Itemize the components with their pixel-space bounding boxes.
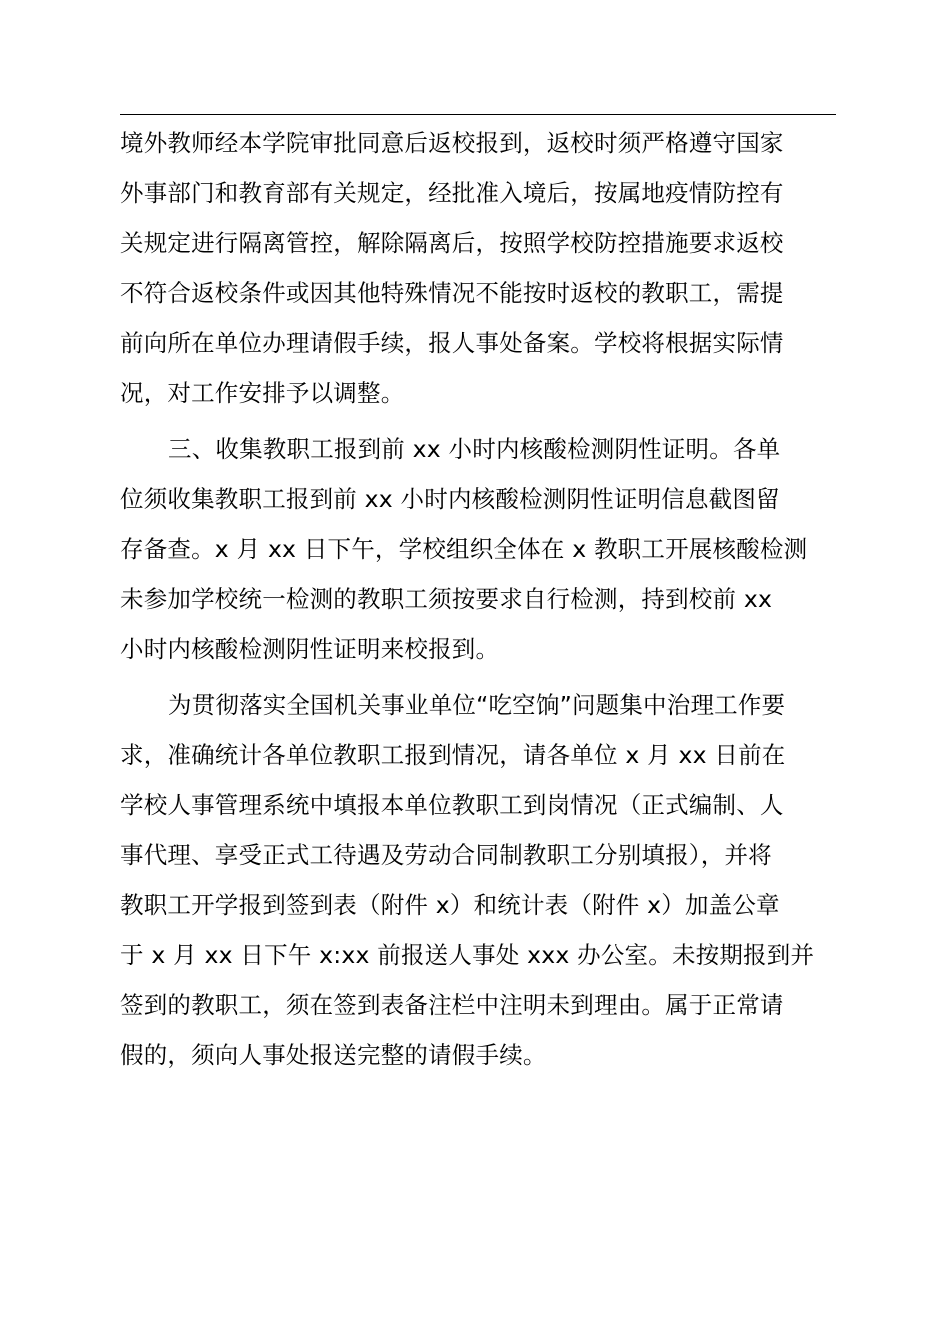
text-line: 求，准确统计各单位教职工报到情况，请各单位 x 月 xx 日前在 [120,741,786,769]
paragraph-3 [120,680,840,1080]
text-line: 不符合返校条件或因其他特殊情况不能按时返校的教职工，需提 [120,279,784,307]
header-rule [120,114,836,115]
text-line: 存备查。x 月 xx 日下午，学校组织全体在 x 教职工开展核酸检测 [120,535,808,563]
text-line: 关规定进行隔离管控，解除隔离后，按照学校防控措施要求返校 [120,229,784,257]
text-line: 外事部门和教育部有关规定，经批准入境后，按属地疫情防控有 [120,179,784,207]
text-line: 签到的教职工，须在签到表备注栏中注明未到理由。属于正常请 [120,991,784,1019]
text-line: 况，对工作安排予以调整。 [120,379,405,407]
text-line: 假的，须向人事处报送完整的请假手续。 [120,1041,547,1069]
text-line: 三、收集教职工报到前 xx 小时内核酸检测阴性证明。各单 [168,435,781,463]
text-line: 未参加学校统一检测的教职工须按要求自行检测，持到校前 xx [120,585,773,613]
text-line: 位须收集教职工报到前 xx 小时内核酸检测阴性证明信息截图留 [120,485,780,513]
text-line: 小时内核酸检测阴性证明来校报到。 [120,635,500,663]
paragraph-2 [120,424,840,674]
text-line: 为贯彻落实全国机关事业单位“吃空饷”问题集中治理工作要 [168,691,786,719]
text-line: 于 x 月 xx 日下午 x:xx 前报送人事处 xxx 办公室。未按期报到并 [120,941,815,969]
text-line: 教职工开学报到签到表（附件 x）和统计表（附件 x）加盖公章 [120,891,780,919]
text-line: 学校人事管理系统中填报本单位教职工到岗情况（正式编制、人 [120,791,784,819]
paragraph-1 [120,118,840,418]
text-line: 境外教师经本学院审批同意后返校报到，返校时须严格遵守国家 [120,129,784,157]
text-line: 事代理、享受正式工待遇及劳动合同制教职工分别填报），并将 [120,841,772,869]
document-body [120,118,840,1080]
text-line: 前向所在单位办理请假手续，报人事处备案。学校将根据实际情 [120,329,784,357]
